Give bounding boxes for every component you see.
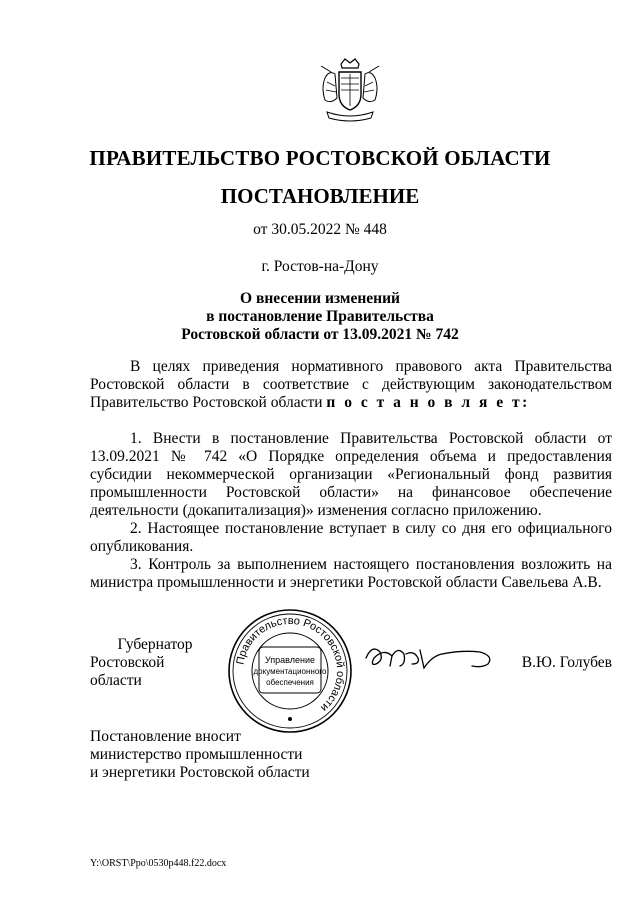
file-path-footer: Y:\ORST\Ppo\0530p448.f22.docx	[90, 858, 227, 869]
preamble-text: В целях приведения нормативного правового акта Правительства Ростовской области в соответствие с действующим законодательством Правительство Ростовской области	[90, 358, 612, 411]
seal-ring-text: Правительство Ростовской области	[234, 614, 347, 714]
seal-center-line-1: Управление	[264, 655, 316, 665]
item-2: 2. Настоящее постановление вступает в силу со дня его официального опубликования.	[90, 520, 612, 555]
seal-center-line-3: обеспечения	[266, 678, 314, 687]
government-title: ПРАВИТЕЛЬСТВО РОСТОВСКОЙ ОБЛАСТИ	[89, 146, 551, 170]
signatory-name: В.Ю. Голубев	[521, 654, 612, 671]
resolves-word: п о с т а н о в л я е т:	[326, 394, 530, 411]
submitted-by-line-3: и энергетики Ростовской области	[90, 764, 310, 781]
document-type-title: ПОСТАНОВЛЕНИЕ	[220, 184, 420, 208]
city: г. Ростов-на-Дону	[261, 258, 379, 275]
item-1: 1. Внести в постановление Правительства Ростовской области от 13.09.2021 № 742 «О Порядке определения объема и предоставления субсидии некоммерческой организации «Региональный фонд развития промышленности Ростовской области» на финансовое обеспечение деятельности (докапитализация)» изменения согласно приложению.	[90, 430, 612, 519]
subject-line-1: О внесении изменений	[240, 290, 400, 307]
signatory-title-line-2: Ростовской области	[90, 654, 165, 689]
seal-center-line-2: документационного	[253, 667, 327, 676]
date-number: от 30.05.2022 № 448	[253, 221, 387, 238]
subject-heading	[0, 290, 640, 344]
submitted-by-line-1: Постановление вносит	[90, 728, 241, 745]
coat-of-arms-emblem	[317, 58, 383, 124]
preamble-paragraph	[90, 358, 612, 412]
handwritten-signature	[362, 638, 502, 678]
submitted-by-line-2: министерство промышленности	[90, 746, 303, 763]
signatory-title	[90, 636, 220, 690]
signatory-title-line-1: Губернатор	[117, 636, 193, 653]
submitted-by-block	[90, 728, 310, 782]
resolution-items	[90, 430, 612, 592]
subject-line-2: в постановление Правительства	[206, 308, 434, 325]
official-seal	[226, 607, 354, 735]
item-3: 3. Контроль за выполнением настоящего постановления возложить на министра промышленности и энергетики Ростовской области Савельева А.В.	[90, 556, 612, 591]
subject-line-3: Ростовской области от 13.09.2021 № 742	[181, 326, 459, 343]
